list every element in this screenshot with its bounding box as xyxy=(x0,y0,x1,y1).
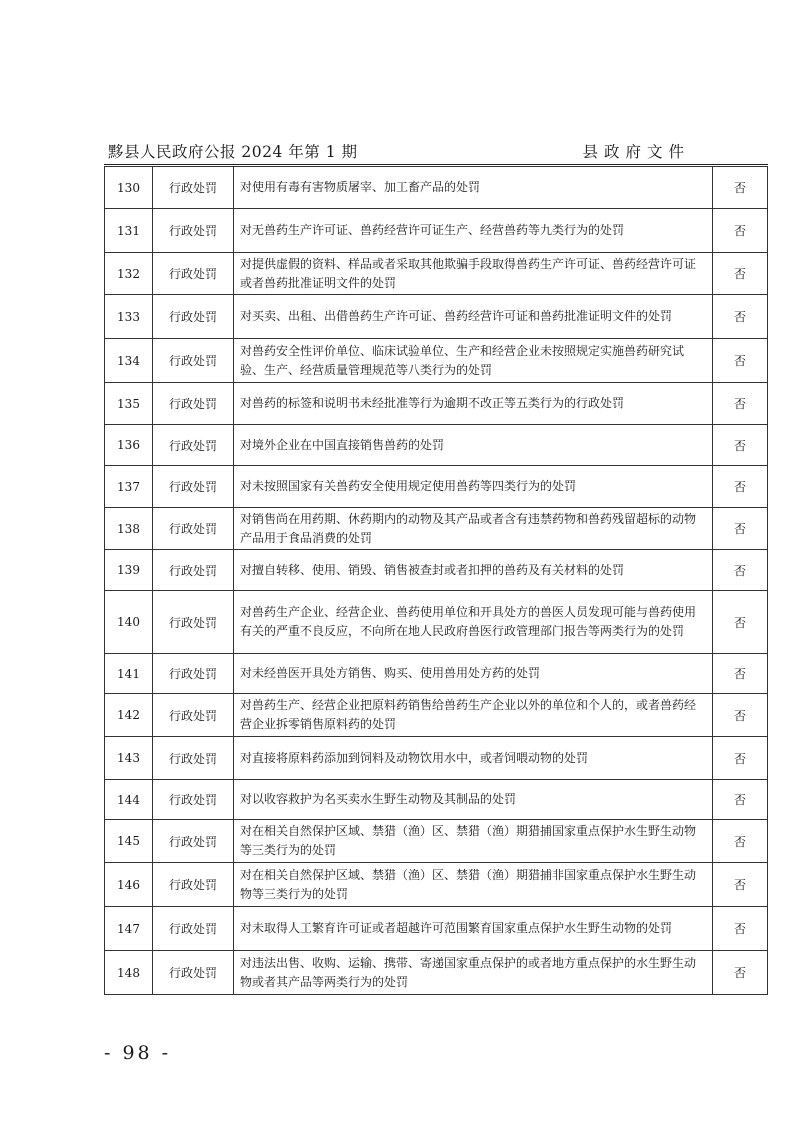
item-flag: 否 xyxy=(713,425,768,466)
item-flag: 否 xyxy=(713,694,768,737)
item-name: 对未按照国家有关兽药安全使用规定使用兽药等四类行为的处罚 xyxy=(234,466,713,508)
item-name: 对提供虚假的资料、样品或者采取其他欺骗手段取得兽药生产许可证、兽药经营许可证或者兽药批准证明文件的处罚 xyxy=(234,253,713,295)
item-name: 对无兽药生产许可证、兽药经营许可证生产、经营兽药等九类行为的处罚 xyxy=(234,209,713,253)
table-row xyxy=(105,550,768,591)
item-flag: 否 xyxy=(713,466,768,508)
table-row xyxy=(105,780,768,820)
item-type: 行政处罚 xyxy=(153,209,234,253)
table-row xyxy=(105,253,768,295)
table-row xyxy=(105,951,768,995)
item-name: 对未取得人工繁育许可证或者超越许可范围繁育国家重点保护水生野生动物的处罚 xyxy=(234,907,713,951)
item-type: 行政处罚 xyxy=(153,591,234,654)
page-number: - 98 - xyxy=(104,1042,172,1064)
item-type: 行政处罚 xyxy=(153,466,234,508)
item-flag: 否 xyxy=(713,383,768,425)
table-row xyxy=(105,694,768,737)
item-number: 140 xyxy=(105,591,153,654)
item-number: 135 xyxy=(105,383,153,425)
item-type: 行政处罚 xyxy=(153,951,234,995)
item-type: 行政处罚 xyxy=(153,737,234,780)
item-name: 对以收容救护为名买卖水生野生动物及其制品的处罚 xyxy=(234,780,713,820)
table-row xyxy=(105,508,768,550)
item-number: 130 xyxy=(105,167,153,209)
table-row xyxy=(105,339,768,383)
item-flag: 否 xyxy=(713,737,768,780)
table-row xyxy=(105,863,768,907)
header-divider xyxy=(104,164,768,165)
item-name: 对销售尚在用药期、休药期内的动物及其产品或者含有违禁药物和兽药残留超标的动物产品用于食品消费的处罚 xyxy=(234,508,713,550)
item-number: 134 xyxy=(105,339,153,383)
item-type: 行政处罚 xyxy=(153,820,234,863)
item-number: 133 xyxy=(105,295,153,339)
item-flag: 否 xyxy=(713,167,768,209)
penalty-table xyxy=(104,166,768,995)
table-row xyxy=(105,383,768,425)
item-number: 136 xyxy=(105,425,153,466)
item-flag: 否 xyxy=(713,907,768,951)
item-name: 对在相关自然保护区域、禁猎（渔）区、禁猎（渔）期猎捕非国家重点保护水生野生动物等三类行为的处罚 xyxy=(234,863,713,907)
table-row xyxy=(105,209,768,253)
item-type: 行政处罚 xyxy=(153,253,234,295)
item-flag: 否 xyxy=(713,820,768,863)
item-name: 对在相关自然保护区域、禁猎（渔）区、禁猎（渔）期猎捕国家重点保护水生野生动物等三类行为的处罚 xyxy=(234,820,713,863)
item-number: 144 xyxy=(105,780,153,820)
page-header xyxy=(104,141,768,163)
item-type: 行政处罚 xyxy=(153,167,234,209)
item-type: 行政处罚 xyxy=(153,295,234,339)
item-number: 132 xyxy=(105,253,153,295)
section-title: 县政府文件 xyxy=(582,143,690,161)
table-body xyxy=(105,167,768,995)
item-type: 行政处罚 xyxy=(153,654,234,694)
table-row xyxy=(105,466,768,508)
item-number: 141 xyxy=(105,654,153,694)
item-name: 对兽药生产、经营企业把原料药销售给兽药生产企业以外的单位和个人的，或者兽药经营企业拆零销售原料药的处罚 xyxy=(234,694,713,737)
item-name: 对擅自转移、使用、销毁、销售被查封或者扣押的兽药及有关材料的处罚 xyxy=(234,550,713,591)
item-flag: 否 xyxy=(713,591,768,654)
item-number: 131 xyxy=(105,209,153,253)
table-row xyxy=(105,820,768,863)
item-number: 145 xyxy=(105,820,153,863)
item-flag: 否 xyxy=(713,780,768,820)
item-type: 行政处罚 xyxy=(153,863,234,907)
item-type: 行政处罚 xyxy=(153,907,234,951)
item-name: 对兽药生产企业、经营企业、兽药使用单位和开具处方的兽医人员发现可能与兽药使用有关的严重不良反应，不向所在地人民政府兽医行政管理部门报告等两类行为的处罚 xyxy=(234,591,713,654)
item-type: 行政处罚 xyxy=(153,780,234,820)
item-flag: 否 xyxy=(713,339,768,383)
item-flag: 否 xyxy=(713,209,768,253)
item-type: 行政处罚 xyxy=(153,383,234,425)
item-name: 对未经兽医开具处方销售、购买、使用兽用处方药的处罚 xyxy=(234,654,713,694)
item-number: 139 xyxy=(105,550,153,591)
table-row xyxy=(105,907,768,951)
table-row xyxy=(105,295,768,339)
item-name: 对直接将原料药添加到饲料及动物饮用水中，或者饲喂动物的处罚 xyxy=(234,737,713,780)
table-row xyxy=(105,654,768,694)
item-type: 行政处罚 xyxy=(153,550,234,591)
item-type: 行政处罚 xyxy=(153,694,234,737)
item-flag: 否 xyxy=(713,863,768,907)
item-flag: 否 xyxy=(713,550,768,591)
item-type: 行政处罚 xyxy=(153,339,234,383)
item-number: 143 xyxy=(105,737,153,780)
gazette-title: 黟县人民政府公报 2024 年第 1 期 xyxy=(108,143,358,161)
item-name: 对使用有毒有害物质屠宰、加工畜产品的处罚 xyxy=(234,167,713,209)
item-flag: 否 xyxy=(713,295,768,339)
item-name: 对兽药的标签和说明书未经批准等行为逾期不改正等五类行为的行政处罚 xyxy=(234,383,713,425)
item-name: 对违法出售、收购、运输、携带、寄递国家重点保护的或者地方重点保护的水生野生动物或者其产品等两类行为的处罚 xyxy=(234,951,713,995)
item-name: 对兽药安全性评价单位、临床试验单位、生产和经营企业未按照规定实施兽药研究试验、生产、经营质量管理规范等八类行为的处罚 xyxy=(234,339,713,383)
table-row xyxy=(105,167,768,209)
item-number: 137 xyxy=(105,466,153,508)
item-flag: 否 xyxy=(713,508,768,550)
item-flag: 否 xyxy=(713,951,768,995)
item-type: 行政处罚 xyxy=(153,508,234,550)
item-type: 行政处罚 xyxy=(153,425,234,466)
item-flag: 否 xyxy=(713,654,768,694)
item-name: 对买卖、出租、出借兽药生产许可证、兽药经营许可证和兽药批准证明文件的处罚 xyxy=(234,295,713,339)
item-number: 147 xyxy=(105,907,153,951)
table-row xyxy=(105,425,768,466)
item-number: 146 xyxy=(105,863,153,907)
item-number: 142 xyxy=(105,694,153,737)
item-name: 对境外企业在中国直接销售兽药的处罚 xyxy=(234,425,713,466)
item-number: 138 xyxy=(105,508,153,550)
table-row xyxy=(105,737,768,780)
item-flag: 否 xyxy=(713,253,768,295)
item-number: 148 xyxy=(105,951,153,995)
table-row xyxy=(105,591,768,654)
